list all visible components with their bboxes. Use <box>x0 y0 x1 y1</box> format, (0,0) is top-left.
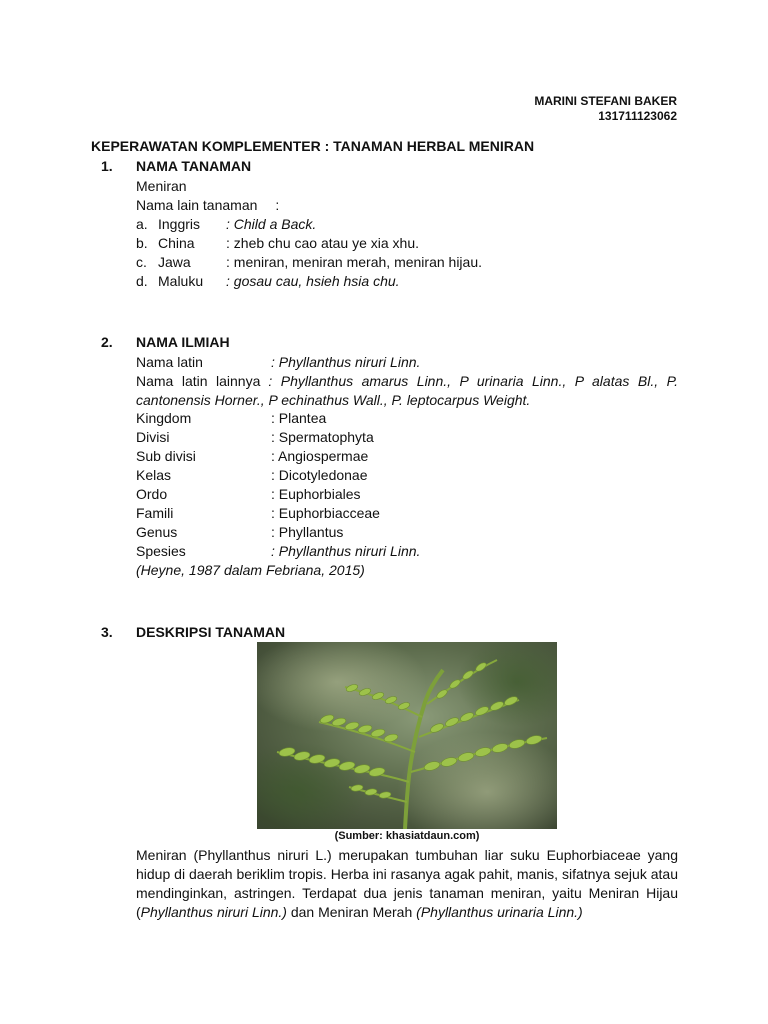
taxonomy-label: Divisi <box>136 429 170 445</box>
taxonomy-row <box>136 447 368 465</box>
list-value: : meniran, meniran merah, meniran hijau. <box>226 254 483 270</box>
taxonomy-row <box>136 485 361 503</box>
latin-name-row <box>136 353 420 371</box>
list-item <box>136 234 419 252</box>
taxonomy-label: Spesies <box>136 543 186 559</box>
list-label: Maluku <box>158 273 204 289</box>
citation: (Heyne, 1987 dalam Febriana, 2015) <box>136 562 365 578</box>
taxonomy-row <box>136 409 326 427</box>
author-id: 131711123062 <box>598 109 677 123</box>
paren-open: ( <box>136 904 141 920</box>
taxonomy-row <box>136 428 374 446</box>
description-paragraph <box>136 846 678 922</box>
photo-caption: (Sumber: khasiatdaun.com) <box>334 830 480 842</box>
taxonomy-value: : Euphorbiacceae <box>271 505 380 521</box>
section-1-number: 1. <box>101 158 113 174</box>
taxonomy-value: : Spermatophyta <box>271 429 374 445</box>
list-item <box>136 215 316 233</box>
section-3-title: DESKRIPSI TANAMAN <box>136 624 286 640</box>
meniran-plant-photo <box>257 642 557 829</box>
taxonomy-row <box>136 523 343 541</box>
document-title: KEPERAWATAN KOMPLEMENTER : TANAMAN HERBAL MENIRAN <box>91 138 535 154</box>
list-label: Inggris <box>158 216 201 232</box>
taxonomy-value: : Phyllantus <box>271 524 344 540</box>
taxonomy-row <box>136 466 368 484</box>
taxonomy-value: : Euphorbiales <box>271 486 361 502</box>
description-mid: dan Meniran Merah <box>286 904 417 920</box>
list-item <box>136 272 400 290</box>
plant-name: Meniran <box>136 178 187 194</box>
other-names-text: Nama lain tanaman <box>136 197 258 213</box>
other-names-colon: : <box>275 197 280 213</box>
taxonomy-value: : Phyllanthus niruri Linn. <box>271 543 421 559</box>
taxonomy-row <box>136 542 420 560</box>
list-value: : gosau cau, hsieh hsia chu. <box>226 273 400 289</box>
taxonomy-label: Famili <box>136 505 174 521</box>
taxonomy-label: Sub divisi <box>136 448 196 464</box>
other-latin-value: : Phyllanthus amarus Linn., P urinaria Linn., P alatas Bl., P. cantonensis Horner., P echinathus Wall., P. leptocarpus Weight. <box>136 373 679 408</box>
section-2-title: NAMA ILMIAH <box>136 334 230 350</box>
author-block <box>534 94 677 124</box>
taxonomy-row <box>136 504 380 522</box>
author-name: MARINI STEFANI BAKER <box>534 94 677 108</box>
plant-illustration <box>257 642 557 829</box>
latin-name-label: Nama latin <box>136 354 203 370</box>
list-letter: d. <box>136 273 148 289</box>
section-3-number: 3. <box>101 624 113 640</box>
list-value: : Child a Back. <box>226 216 317 232</box>
other-latin-label: Nama latin lainnya <box>136 373 261 389</box>
section-1-title: NAMA TANAMAN <box>136 158 252 174</box>
red-meniran-latin: (Phyllanthus urinaria Linn.) <box>416 904 583 920</box>
taxonomy-value: : Dicotyledonae <box>271 467 368 483</box>
list-letter: b. <box>136 235 148 251</box>
taxonomy-value: : Angiospermae <box>271 448 369 464</box>
taxonomy-label: Kingdom <box>136 410 192 426</box>
description-text: Meniran (Phyllanthus niruri L.) merupakan tumbuhan liar suku Euphorbiaceae yang hidup di daerah beriklim tropis. Herba ini rasanya agak pahit, manis, sifatnya sejuk atau mendinginkan, astringen. Terdapat dua jenis tanaman meniran, yaitu Meniran Hijau <box>136 847 678 901</box>
other-latin-row <box>136 372 678 410</box>
taxonomy-label: Genus <box>136 524 178 540</box>
list-item <box>136 253 482 271</box>
list-label: China <box>158 235 195 251</box>
list-value: : zheb chu cao atau ye xia xhu. <box>226 235 420 251</box>
list-label: Jawa <box>158 254 191 270</box>
list-letter: a. <box>136 216 148 232</box>
taxonomy-label: Ordo <box>136 486 168 502</box>
latin-name-value: : Phyllanthus niruri Linn. <box>271 354 421 370</box>
other-names-label <box>136 196 279 214</box>
list-letter: c. <box>136 254 147 270</box>
green-meniran-latin: Phyllanthus niruri Linn.) <box>140 904 287 920</box>
section-2-number: 2. <box>101 334 113 350</box>
taxonomy-value: : Plantea <box>271 410 327 426</box>
taxonomy-label: Kelas <box>136 467 172 483</box>
